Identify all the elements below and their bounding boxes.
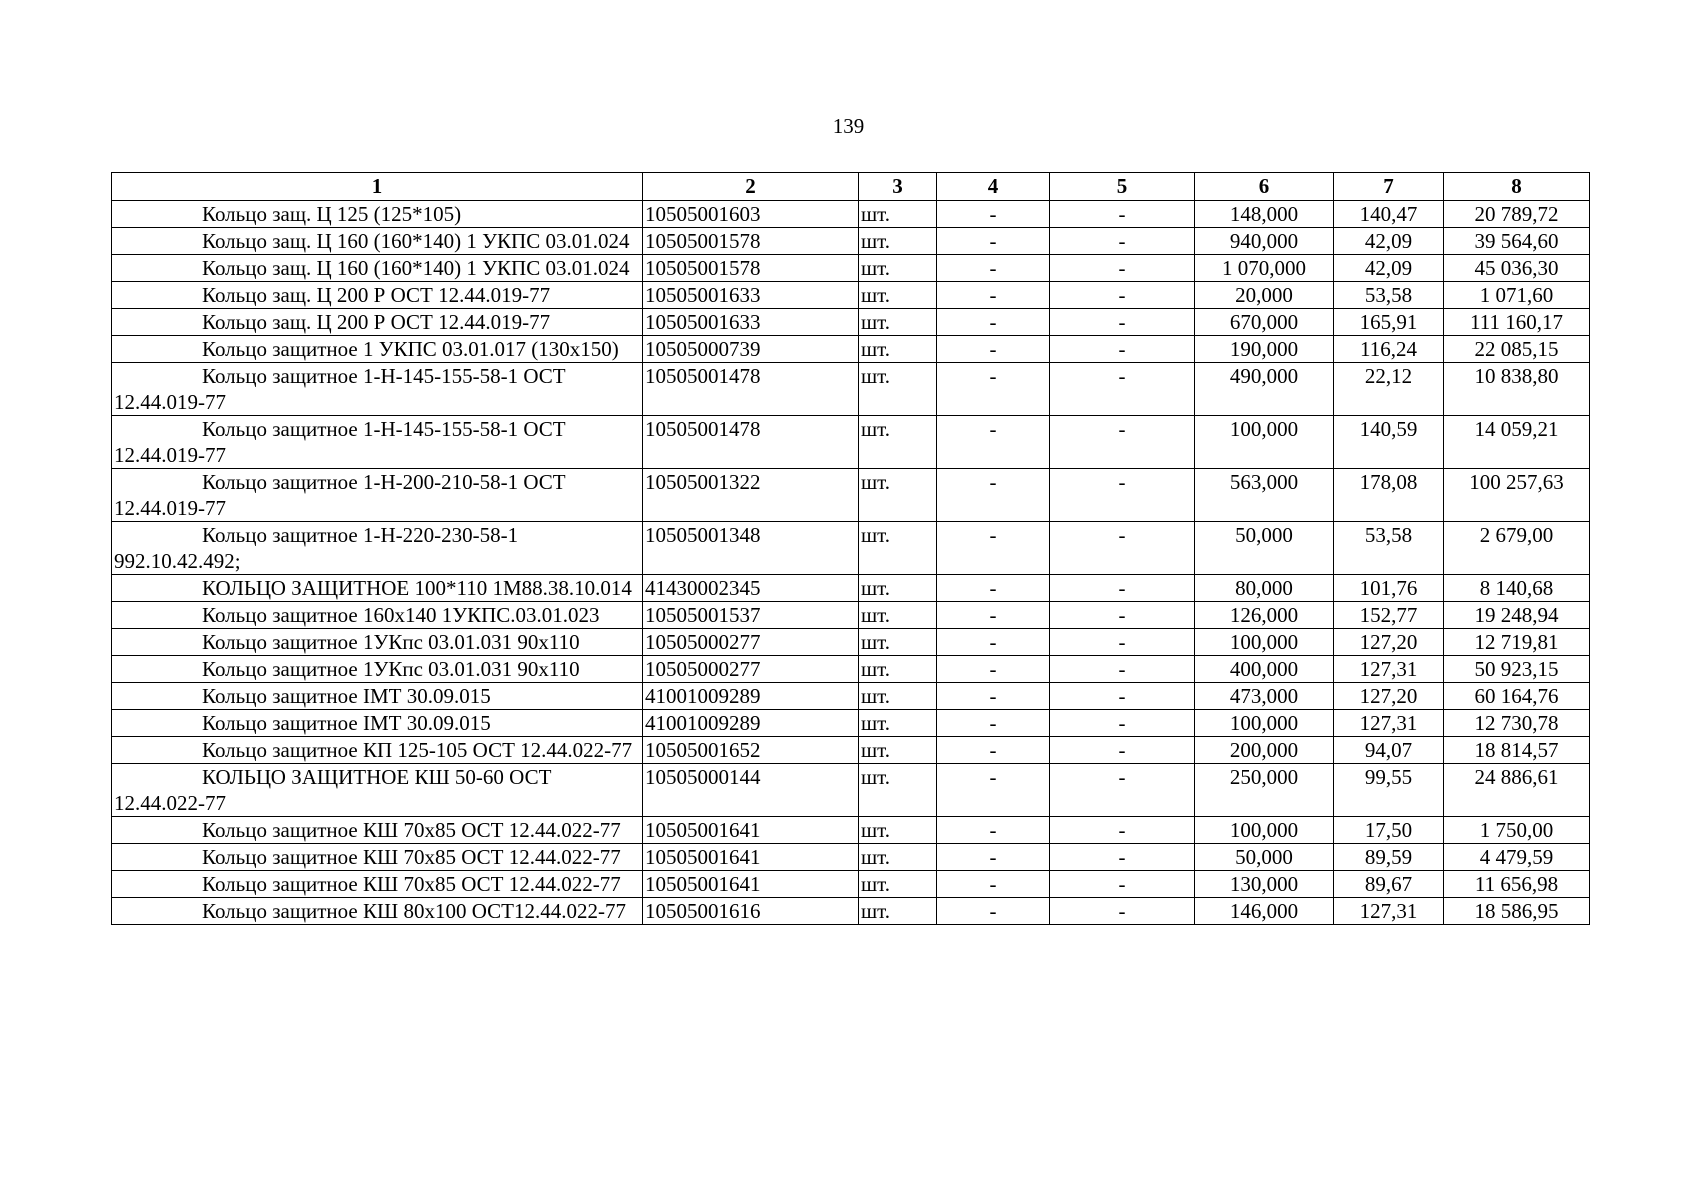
item-code-cell: 10505001478 — [643, 416, 859, 469]
item-code-cell: 10505001641 — [643, 871, 859, 898]
unit-cell: шт. — [859, 898, 937, 925]
quantity-cell: 190,000 — [1195, 336, 1334, 363]
unit-cell: шт. — [859, 844, 937, 871]
sum-cell: 2 679,00 — [1444, 522, 1590, 575]
item-name-cell: Кольцо защитное 1-Н-220-230-58-1 992.10.42.492; — [112, 522, 643, 575]
column5-cell: - — [1050, 416, 1195, 469]
column-header: 7 — [1334, 173, 1444, 201]
item-code-cell: 10505001633 — [643, 309, 859, 336]
item-code-cell: 10505001578 — [643, 255, 859, 282]
column4-cell: - — [937, 228, 1050, 255]
table-row — [112, 602, 1590, 629]
table-row — [112, 282, 1590, 309]
column4-cell: - — [937, 309, 1050, 336]
table-row — [112, 336, 1590, 363]
sum-cell: 1 750,00 — [1444, 817, 1590, 844]
price-cell: 127,31 — [1334, 898, 1444, 925]
quantity-cell: 148,000 — [1195, 201, 1334, 228]
unit-cell: шт. — [859, 522, 937, 575]
price-cell: 22,12 — [1334, 363, 1444, 416]
table-row — [112, 228, 1590, 255]
column5-cell: - — [1050, 898, 1195, 925]
sum-cell: 60 164,76 — [1444, 683, 1590, 710]
unit-cell: шт. — [859, 469, 937, 522]
table-row — [112, 575, 1590, 602]
item-name-cell: Кольцо защ. Ц 160 (160*140) 1 УКПС 03.01.024 — [112, 255, 643, 282]
table-row — [112, 255, 1590, 282]
quantity-cell: 126,000 — [1195, 602, 1334, 629]
item-name-cell: Кольцо защ. Ц 200 Р ОСТ 12.44.019-77 — [112, 309, 643, 336]
item-code-cell: 10505001641 — [643, 844, 859, 871]
price-cell: 127,20 — [1334, 683, 1444, 710]
sum-cell: 10 838,80 — [1444, 363, 1590, 416]
quantity-cell: 670,000 — [1195, 309, 1334, 336]
table-row — [112, 201, 1590, 228]
column4-cell: - — [937, 871, 1050, 898]
sum-cell: 4 479,59 — [1444, 844, 1590, 871]
sum-cell: 19 248,94 — [1444, 602, 1590, 629]
item-name-cell: Кольцо защитное КШ 70х85 ОСТ 12.44.022-77 — [112, 817, 643, 844]
table-row — [112, 309, 1590, 336]
item-code-cell: 10505001652 — [643, 737, 859, 764]
column5-cell: - — [1050, 336, 1195, 363]
quantity-cell: 20,000 — [1195, 282, 1334, 309]
column5-cell: - — [1050, 201, 1195, 228]
column5-cell: - — [1050, 683, 1195, 710]
table-row — [112, 629, 1590, 656]
column5-cell: - — [1050, 602, 1195, 629]
column-header: 4 — [937, 173, 1050, 201]
price-cell: 99,55 — [1334, 764, 1444, 817]
column4-cell: - — [937, 363, 1050, 416]
unit-cell: шт. — [859, 710, 937, 737]
quantity-cell: 490,000 — [1195, 363, 1334, 416]
column5-cell: - — [1050, 817, 1195, 844]
sum-cell: 24 886,61 — [1444, 764, 1590, 817]
item-code-cell: 10505001537 — [643, 602, 859, 629]
price-cell: 165,91 — [1334, 309, 1444, 336]
price-cell: 101,76 — [1334, 575, 1444, 602]
item-name-cell: Кольцо защитное 1 УКПС 03.01.017 (130х150) — [112, 336, 643, 363]
price-cell: 42,09 — [1334, 228, 1444, 255]
column5-cell: - — [1050, 575, 1195, 602]
quantity-cell: 130,000 — [1195, 871, 1334, 898]
sum-cell: 39 564,60 — [1444, 228, 1590, 255]
price-cell: 116,24 — [1334, 336, 1444, 363]
quantity-cell: 100,000 — [1195, 629, 1334, 656]
column4-cell: - — [937, 844, 1050, 871]
column4-cell: - — [937, 522, 1050, 575]
item-code-cell: 10505001322 — [643, 469, 859, 522]
unit-cell: шт. — [859, 282, 937, 309]
quantity-cell: 250,000 — [1195, 764, 1334, 817]
unit-cell: шт. — [859, 683, 937, 710]
sum-cell: 12 719,81 — [1444, 629, 1590, 656]
quantity-cell: 1 070,000 — [1195, 255, 1334, 282]
column5-cell: - — [1050, 737, 1195, 764]
column4-cell: - — [937, 602, 1050, 629]
unit-cell: шт. — [859, 871, 937, 898]
unit-cell: шт. — [859, 336, 937, 363]
column4-cell: - — [937, 710, 1050, 737]
price-cell: 140,59 — [1334, 416, 1444, 469]
column4-cell: - — [937, 737, 1050, 764]
column-header: 8 — [1444, 173, 1590, 201]
item-name-cell: Кольцо защитное 1УКпс 03.01.031 90х110 — [112, 656, 643, 683]
sum-cell: 8 140,68 — [1444, 575, 1590, 602]
column5-cell: - — [1050, 282, 1195, 309]
price-cell: 89,59 — [1334, 844, 1444, 871]
unit-cell: шт. — [859, 656, 937, 683]
column-header: 3 — [859, 173, 937, 201]
sum-cell: 18 586,95 — [1444, 898, 1590, 925]
item-name-cell: Кольцо защитное 1-Н-145-155-58-1 ОСТ 12.44.019-77 — [112, 416, 643, 469]
column-header: 6 — [1195, 173, 1334, 201]
column-header: 5 — [1050, 173, 1195, 201]
price-cell: 53,58 — [1334, 282, 1444, 309]
item-name-cell: Кольцо защ. Ц 160 (160*140) 1 УКПС 03.01.024 — [112, 228, 643, 255]
item-name-cell: Кольцо защ. Ц 125 (125*105) — [112, 201, 643, 228]
price-cell: 53,58 — [1334, 522, 1444, 575]
column4-cell: - — [937, 683, 1050, 710]
column4-cell: - — [937, 255, 1050, 282]
column4-cell: - — [937, 469, 1050, 522]
table-row — [112, 737, 1590, 764]
quantity-cell: 50,000 — [1195, 844, 1334, 871]
item-code-cell: 10505001616 — [643, 898, 859, 925]
column5-cell: - — [1050, 469, 1195, 522]
column4-cell: - — [937, 282, 1050, 309]
item-name-cell: Кольцо защитное КП 125-105 ОСТ 12.44.022-77 — [112, 737, 643, 764]
quantity-cell: 563,000 — [1195, 469, 1334, 522]
unit-cell: шт. — [859, 737, 937, 764]
item-name-cell: Кольцо защитное КШ 80х100 ОСТ12.44.022-77 — [112, 898, 643, 925]
sum-cell: 18 814,57 — [1444, 737, 1590, 764]
table-row — [112, 522, 1590, 575]
item-name-cell: Кольцо защитное КШ 70х85 ОСТ 12.44.022-77 — [112, 871, 643, 898]
column4-cell: - — [937, 575, 1050, 602]
column4-cell: - — [937, 817, 1050, 844]
column5-cell: - — [1050, 363, 1195, 416]
column5-cell: - — [1050, 710, 1195, 737]
unit-cell: шт. — [859, 817, 937, 844]
quantity-cell: 200,000 — [1195, 737, 1334, 764]
unit-cell: шт. — [859, 255, 937, 282]
quantity-cell: 80,000 — [1195, 575, 1334, 602]
price-cell: 152,77 — [1334, 602, 1444, 629]
item-code-cell: 10505001478 — [643, 363, 859, 416]
column5-cell: - — [1050, 228, 1195, 255]
sum-cell: 45 036,30 — [1444, 255, 1590, 282]
data-table — [111, 172, 1590, 925]
quantity-cell: 100,000 — [1195, 710, 1334, 737]
table-row — [112, 871, 1590, 898]
column5-cell: - — [1050, 656, 1195, 683]
sum-cell: 12 730,78 — [1444, 710, 1590, 737]
table-row — [112, 656, 1590, 683]
column4-cell: - — [937, 764, 1050, 817]
item-name-cell: Кольцо защитное 1-Н-145-155-58-1 ОСТ 12.44.019-77 — [112, 363, 643, 416]
item-code-cell: 10505001578 — [643, 228, 859, 255]
table-row — [112, 710, 1590, 737]
quantity-cell: 473,000 — [1195, 683, 1334, 710]
column5-cell: - — [1050, 844, 1195, 871]
column4-cell: - — [937, 898, 1050, 925]
item-code-cell: 41001009289 — [643, 710, 859, 737]
item-code-cell: 10505000739 — [643, 336, 859, 363]
unit-cell: шт. — [859, 201, 937, 228]
item-name-cell: КОЛЬЦО ЗАЩИТНОЕ 100*110 1М88.38.10.014 — [112, 575, 643, 602]
table-row — [112, 683, 1590, 710]
table-row — [112, 363, 1590, 416]
price-cell: 89,67 — [1334, 871, 1444, 898]
price-cell: 17,50 — [1334, 817, 1444, 844]
table-body — [112, 201, 1590, 925]
sum-cell: 100 257,63 — [1444, 469, 1590, 522]
item-name-cell: Кольцо защитное 1УКпс 03.01.031 90х110 — [112, 629, 643, 656]
item-name-cell: Кольцо защитное 1-Н-200-210-58-1 ОСТ 12.44.019-77 — [112, 469, 643, 522]
unit-cell: шт. — [859, 602, 937, 629]
column5-cell: - — [1050, 309, 1195, 336]
item-name-cell: Кольцо защитное IМТ 30.09.015 — [112, 710, 643, 737]
item-name-cell: Кольцо защитное IМТ 30.09.015 — [112, 683, 643, 710]
price-cell: 94,07 — [1334, 737, 1444, 764]
unit-cell: шт. — [859, 416, 937, 469]
column5-cell: - — [1050, 764, 1195, 817]
item-code-cell: 41430002345 — [643, 575, 859, 602]
table-row — [112, 844, 1590, 871]
item-name-cell: Кольцо защитное КШ 70х85 ОСТ 12.44.022-77 — [112, 844, 643, 871]
quantity-cell: 940,000 — [1195, 228, 1334, 255]
item-code-cell: 41001009289 — [643, 683, 859, 710]
price-cell: 127,31 — [1334, 656, 1444, 683]
item-name-cell: Кольцо защитное 160х140 1УКПС.03.01.023 — [112, 602, 643, 629]
item-code-cell: 10505000144 — [643, 764, 859, 817]
column-header: 2 — [643, 173, 859, 201]
item-code-cell: 10505000277 — [643, 629, 859, 656]
sum-cell: 20 789,72 — [1444, 201, 1590, 228]
table-row — [112, 817, 1590, 844]
sum-cell: 14 059,21 — [1444, 416, 1590, 469]
column4-cell: - — [937, 416, 1050, 469]
table-row — [112, 469, 1590, 522]
quantity-cell: 50,000 — [1195, 522, 1334, 575]
column4-cell: - — [937, 336, 1050, 363]
item-code-cell: 10505001603 — [643, 201, 859, 228]
column4-cell: - — [937, 201, 1050, 228]
table-row — [112, 764, 1590, 817]
item-name-cell: КОЛЬЦО ЗАЩИТНОЕ КШ 50-60 ОСТ 12.44.022-77 — [112, 764, 643, 817]
sum-cell: 22 085,15 — [1444, 336, 1590, 363]
price-cell: 178,08 — [1334, 469, 1444, 522]
unit-cell: шт. — [859, 363, 937, 416]
sum-cell: 11 656,98 — [1444, 871, 1590, 898]
column5-cell: - — [1050, 629, 1195, 656]
column5-cell: - — [1050, 255, 1195, 282]
header-row — [112, 173, 1590, 201]
table-row — [112, 416, 1590, 469]
price-cell: 127,31 — [1334, 710, 1444, 737]
price-cell: 42,09 — [1334, 255, 1444, 282]
unit-cell: шт. — [859, 629, 937, 656]
unit-cell: шт. — [859, 309, 937, 336]
column4-cell: - — [937, 629, 1050, 656]
item-name-cell: Кольцо защ. Ц 200 Р ОСТ 12.44.019-77 — [112, 282, 643, 309]
sum-cell: 111 160,17 — [1444, 309, 1590, 336]
item-code-cell: 10505001633 — [643, 282, 859, 309]
quantity-cell: 100,000 — [1195, 416, 1334, 469]
unit-cell: шт. — [859, 575, 937, 602]
column5-cell: - — [1050, 871, 1195, 898]
unit-cell: шт. — [859, 228, 937, 255]
quantity-cell: 400,000 — [1195, 656, 1334, 683]
price-cell: 127,20 — [1334, 629, 1444, 656]
price-cell: 140,47 — [1334, 201, 1444, 228]
sum-cell: 50 923,15 — [1444, 656, 1590, 683]
sum-cell: 1 071,60 — [1444, 282, 1590, 309]
table-row — [112, 898, 1590, 925]
page-number: 139 — [832, 114, 865, 138]
unit-cell: шт. — [859, 764, 937, 817]
column5-cell: - — [1050, 522, 1195, 575]
item-code-cell: 10505001641 — [643, 817, 859, 844]
item-code-cell: 10505000277 — [643, 656, 859, 683]
column-header: 1 — [112, 173, 643, 201]
quantity-cell: 100,000 — [1195, 817, 1334, 844]
column4-cell: - — [937, 656, 1050, 683]
quantity-cell: 146,000 — [1195, 898, 1334, 925]
item-code-cell: 10505001348 — [643, 522, 859, 575]
